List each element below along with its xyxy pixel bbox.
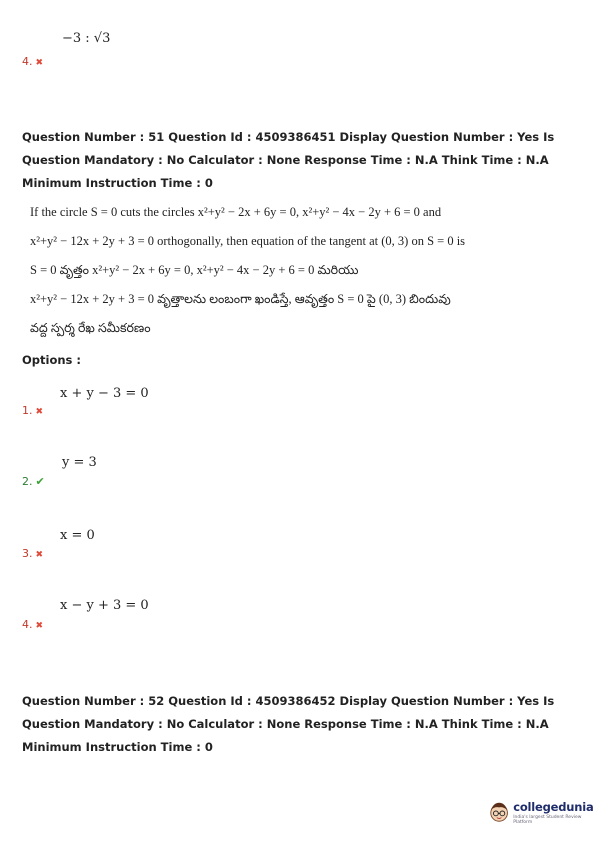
question-52-header: Question Number : 52 Question Id : 4509386452 Display Question Number : Yes Is Question Mandatory : No Calculator : None Response Time : N.A Think Time : N.A Minimum Instruction Time : 0 [22,694,555,754]
prev-option-4-formula: −3 : √3 [62,31,111,46]
option-2-formula: y = 3 [62,455,97,470]
option-1-formula: x + y − 3 = 0 [60,386,149,401]
option-number: 1. [22,404,33,417]
logo-name: collegedunia [513,799,594,814]
question-51-header: Question Number : 51 Question Id : 4509386451 Display Question Number : Yes Is Question Mandatory : No Calculator : None Response Time : N.A Think Time : N.A Minimum Instruction Time : 0 [22,130,555,190]
question-text-te-line-2: x²+y² − 12x + 2y + 3 = 0 వృత్తాలను లంబంగా ఖండిస్తే, ఆవృత్తం S = 0 పై (0, 3) బిందువు [30,292,451,306]
option-3-formula: x = 0 [60,528,95,543]
options-label: Options : [22,353,81,367]
question-text-te-line-1: S = 0 వృత్తం x²+y² − 2x + 6y = 0, x²+y² − 4x − 2y + 6 = 0 మరియు [30,263,359,277]
wrong-icon: ✖ [35,407,44,417]
option-number: 4. [22,618,33,631]
prev-option-4 [22,50,43,69]
wrong-icon: ✖ [35,58,44,68]
option-number: 3. [22,547,33,560]
option-number: 2. [22,475,33,488]
wrong-icon: ✖ [35,550,44,560]
logo-tagline: India's largest Student Review Platform [513,814,582,825]
wrong-icon: ✖ [35,621,44,631]
question-text-en-line-2: x²+y² − 12x + 2y + 3 = 0 orthogonally, then equation of the tangent at (0, 3) on S = 0 is [30,234,466,248]
question-text-te-line-3: వద్ద స్పర్శ రేఖ సమీకరణం [30,321,151,335]
collegedunia-logo [488,799,595,825]
option-2 [22,470,45,489]
option-4-formula: x − y + 3 = 0 [60,598,149,613]
option-1 [22,399,43,418]
check-icon: ✔ [35,475,45,488]
option-number: 4. [22,55,33,68]
question-51-text [30,198,570,343]
question-text-en-line-1: If the circle S = 0 cuts the circles x²+y² − 2x + 6y = 0, x²+y² − 4x − 2y + 6 = 0 and [30,205,442,219]
option-4 [22,613,43,632]
option-3 [22,542,43,561]
student-avatar-icon [488,799,510,825]
